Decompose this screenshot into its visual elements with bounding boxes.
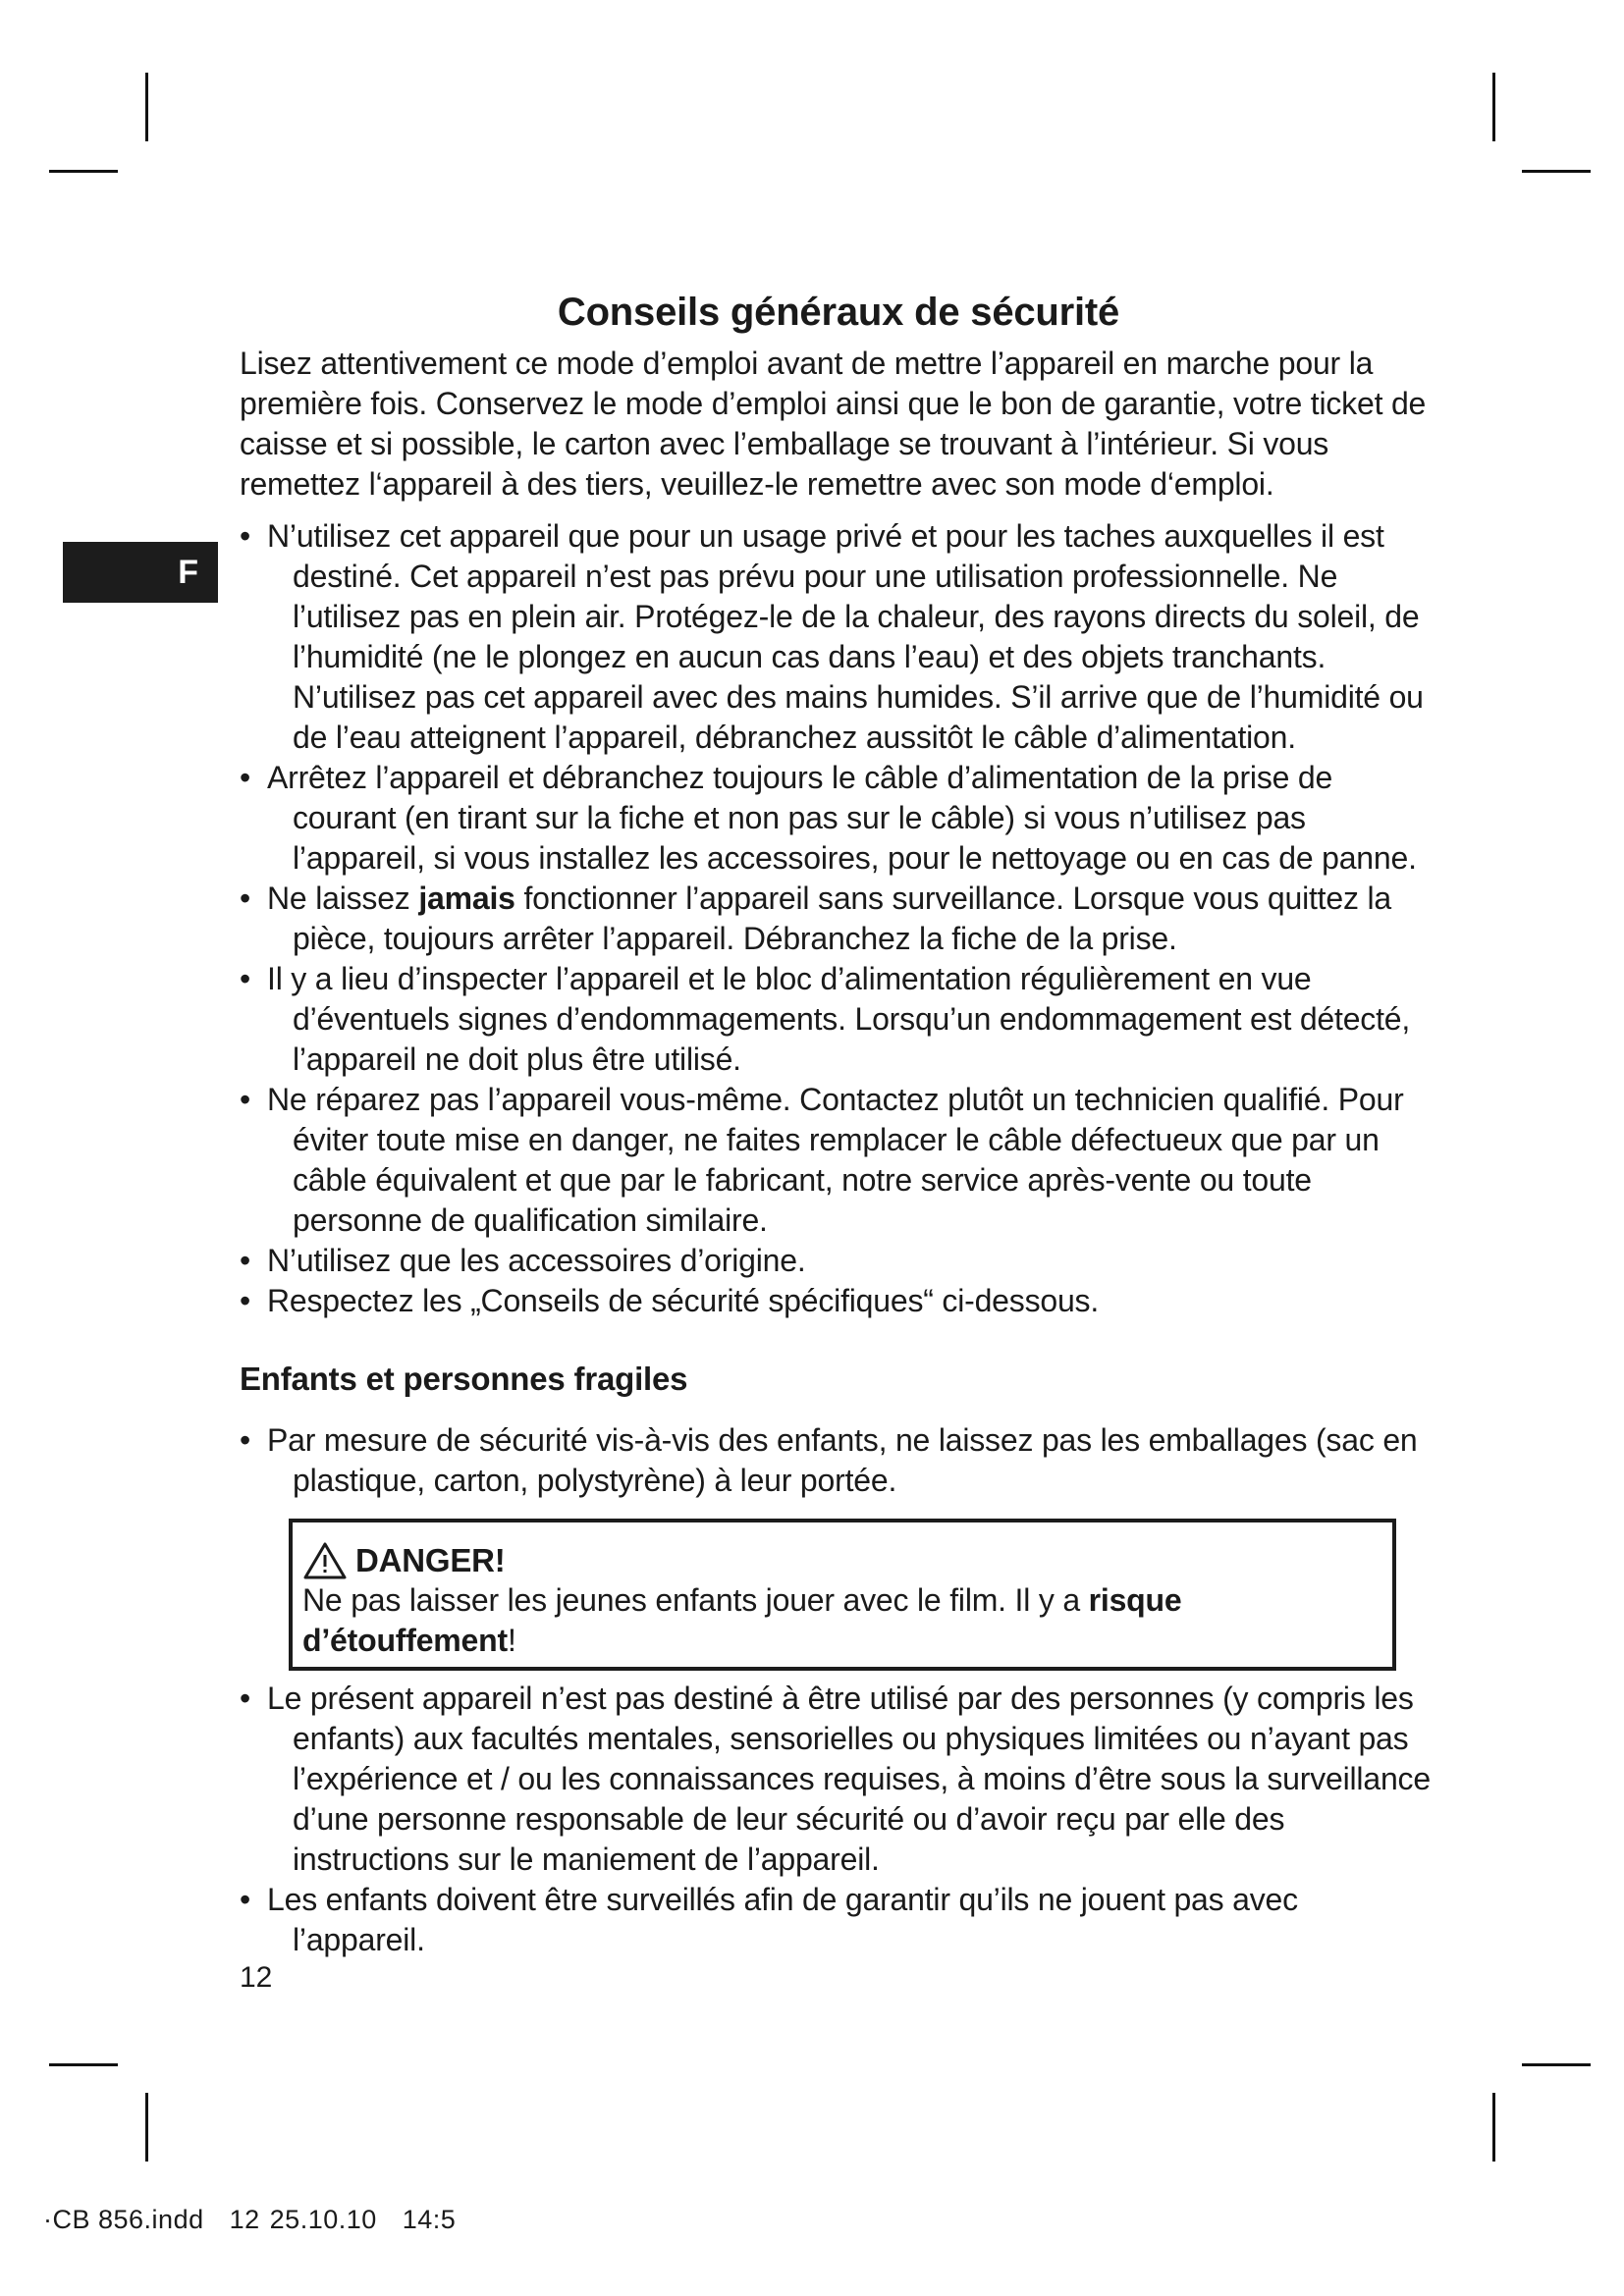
danger-box	[289, 1519, 1396, 1671]
children-safety-list	[240, 1420, 1437, 1501]
page-content	[240, 287, 1437, 1960]
crop-mark	[1522, 170, 1591, 173]
slug-date: 25.10.10	[269, 2205, 377, 2234]
crop-mark	[1522, 2063, 1591, 2066]
slug-page: 12	[229, 2205, 260, 2234]
warning-triangle-icon	[302, 1541, 348, 1580]
danger-text	[302, 1580, 1382, 1661]
page-title: Conseils généraux de sécurité	[557, 291, 1120, 334]
crop-mark	[49, 170, 118, 173]
intro-paragraph: Lisez attentivement ce mode d’emploi avant de mettre l’appareil en marche pour la première fois. Conservez le mode d’emploi ainsi que le bon de garantie, votre ticket de caisse et si possible, le carton avec l’emballage se trouvant à l’intérieur. Si vous remettez l‘appareil à des tiers, veuillez-le remettre avec son mode d‘emploi.	[240, 346, 1427, 502]
danger-header	[302, 1540, 1382, 1580]
slug-file: ·CB 856.indd	[43, 2205, 204, 2234]
slug-time: 14:5	[402, 2205, 457, 2234]
danger-text-part: Ne pas laisser les jeunes enfants jouer avec le film. Il y a	[302, 1582, 1089, 1618]
language-tab	[63, 542, 218, 603]
danger-text-part: !	[507, 1623, 516, 1658]
crop-mark	[49, 2063, 118, 2066]
language-tab-label: F	[178, 553, 198, 591]
emphasis-text: jamais	[418, 881, 515, 916]
list-item: • Ne réparez pas l’appareil vous-même. Contactez plutôt un technicien qualifié. Pour éviter toute mise en danger, ne faites remplacer le câble défectueux que par un câble équivalent et que par le fabricant, notre service après-vente ou toute personne de qualification similaire.	[240, 1080, 1437, 1241]
danger-label: DANGER!	[355, 1542, 506, 1578]
list-item: • N’utilisez que les accessoires d’origine.	[240, 1241, 1437, 1281]
list-item: • Respectez les „Conseils de sécurité spécifiques“ ci-dessous.	[240, 1281, 1437, 1321]
general-safety-list	[240, 516, 1437, 1321]
page-number: 12	[240, 1961, 273, 1994]
list-item: • Le présent appareil n’est pas destiné à être utilisé par des personnes (y compris les enfants) aux facultés mentales, sensorielles ou physiques limitées ou n’ayant pas l’expérience et / ou les connaissances requises, à moins d’être sous la surveillance d’une personne responsable de leur sécurité ou d’avoir reçu par elle des instructions sur le maniement de l’appareil.	[240, 1679, 1437, 1880]
list-item: • Il y a lieu d’inspecter l’appareil et le bloc d’alimentation régulièrement en vue d’éventuels signes d’endommagements. Lorsqu’un endommagement est détecté, l’appareil ne doit plus être utilisé.	[240, 959, 1437, 1080]
list-item: • N’utilisez cet appareil que pour un usage privé et pour les taches auxquelles il est destiné. Cet appareil n’est pas prévu pour une utilisation professionnelle. Ne l’utilisez pas en plein air. Protégez-le de la chaleur, des rayons directs du soleil, de l’humidité (ne le plongez en aucun cas dans l’eau) et des objets tranchants. N’utilisez pas cet appareil avec des mains humides. S’il arrive que de l’humidité ou de l’eau atteignent l’appareil, débranchez aussitôt le câble d’alimentation.	[240, 516, 1437, 758]
list-item: • Arrêtez l’appareil et débranchez toujours le câble d’alimentation de la prise de courant (en tirant sur la fiche et non pas sur le câble) si vous n’utilisez pas l’appareil, si vous installez les accessoires, pour le nettoyage ou en cas de panne.	[240, 758, 1437, 879]
crop-mark	[145, 73, 148, 141]
list-item: • Par mesure de sécurité vis-à-vis des enfants, ne laissez pas les emballages (sac en plastique, carton, polystyrène) à leur portée.	[240, 1420, 1437, 1501]
crop-mark	[1492, 2093, 1495, 2162]
crop-mark	[1492, 73, 1495, 141]
list-item: • Les enfants doivent être surveillés afin de garantir qu’ils ne jouent pas avec l’appareil.	[240, 1880, 1437, 1960]
crop-mark	[145, 2093, 148, 2162]
children-safety-list-continued	[240, 1679, 1437, 1960]
list-item-text: Ne laissez	[267, 881, 419, 916]
danger-emphasis: risque d’étouffement	[302, 1582, 1182, 1658]
list-item	[240, 879, 1437, 959]
section-heading: Enfants et personnes fragiles	[240, 1361, 688, 1397]
list-item-text: fonctionner l’appareil sans surveillance. Lorsque vous quittez la pièce, toujours arrêter l’appareil. Débranchez la fiche de la prise.	[293, 881, 1391, 956]
print-slug	[43, 2205, 481, 2235]
